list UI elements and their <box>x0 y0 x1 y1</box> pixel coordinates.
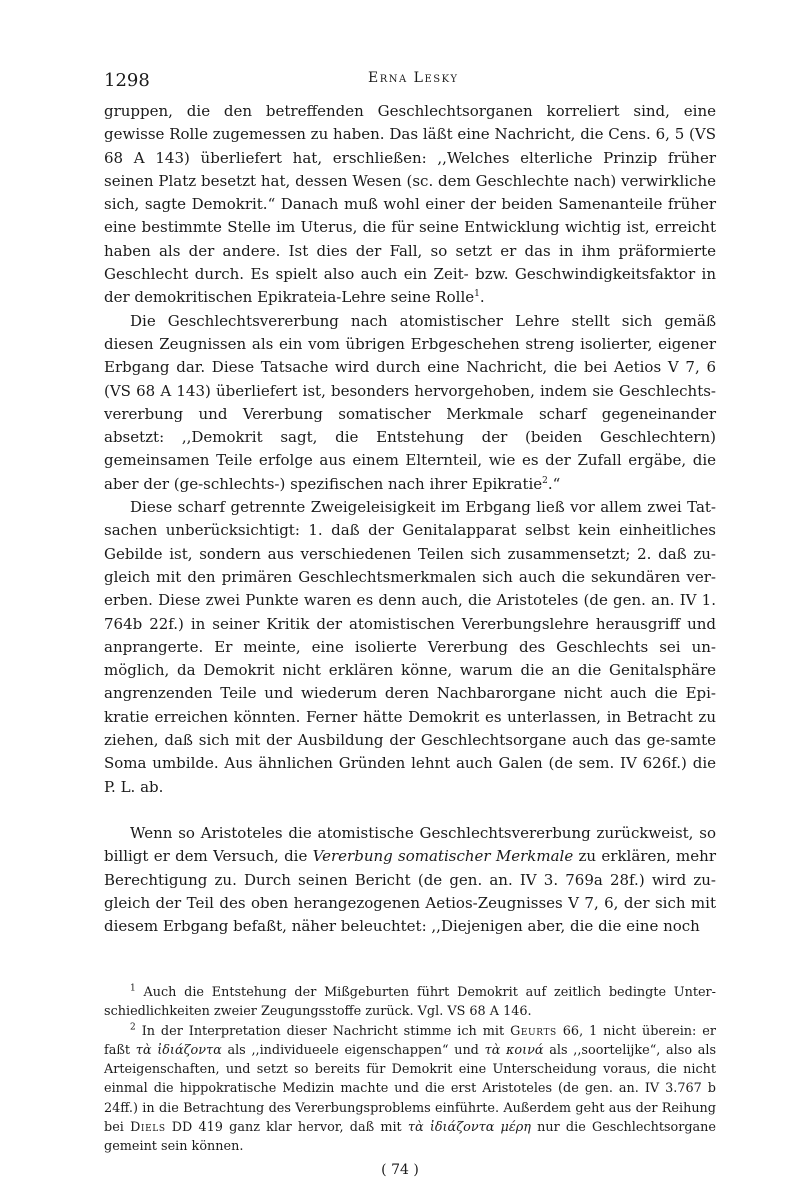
footnote-ref-1[interactable]: 1 <box>474 289 480 300</box>
footnote-ref-2[interactable]: 2 <box>542 475 548 486</box>
page-header <box>104 70 716 94</box>
cited-author: Diels <box>130 1120 166 1136</box>
paragraph-2: Die Geschlechtsvererbung nach atomistischer Lehre stellt sich gemäß diesen Zeugnissen als ein vom übrigen Erbgeschehen streng isolierter, eigener Erbgang dar. Diese Tatsache wird durch eine Nachricht, die bei Aetios V 7, 6 (VS 68 A 143) überliefert ist, besonders hervorgehoben, indem sie Geschlechts-vererbung und Vererbung somatischer Merkmale scharf gegeneinander absetzt: ,,Demokrit sagt, die Entstehung der (beiden Geschlechtern) gemeinsamen Teile erfolge aus einem Elternteil, wie es der Zufall ergäbe, die aber der (ge-schlechts-) spezifischen nach ihrer Epikratie$^2$.“ <box>104 311 716 493</box>
folio-number: ( 74 ) <box>381 1162 419 1178</box>
page-number: 1298 <box>104 70 150 91</box>
emphasis-text: Vererbung somatischer Merkmale <box>312 847 574 866</box>
cited-author: Geurts <box>510 1023 557 1039</box>
footnotes <box>104 983 716 1157</box>
greek-term: τὰ ἰδιάζοντα <box>135 1042 222 1058</box>
footnote-1: $^1$ Auch die Entstehung der Mißgeburten führt Demokrit auf zeitlich bedingte Unter-schiedlichkeiten zweier Zeugungsstoffe zurück. Vgl. VS 68 A 146. <box>104 983 716 1020</box>
greek-term: τὰ κοινά <box>484 1042 544 1058</box>
greek-term: τὰ ἰδιάζοντα μέρη <box>407 1120 531 1136</box>
paragraph-1: gruppen, die den betreffenden Geschlechtsorganen korreliert sind, eine gewisse Rolle zugemessen zu haben. Das läßt eine Nachricht, die Cens. 6, 5 (VS 68 A 143) überliefert hat, erschließen: ,,Welches elterliche Prinzip früher seinen Platz besetzt hat, dessen Wesen (sc. dem Geschlechte nach) verwirkliche sich, sagte Demokrit.“ Danach muß wohl einer der beiden Samenanteile früher eine bestimmte Stelle im Uterus, die für seine Entwicklung wichtig ist, erreicht haben als der andere. Ist dies der Fall, so setzt er das in ihm präformierte Geschlecht durch. Es spielt also auch ein Zeit- bzw. Geschwindigkeitsfaktor in der demokritischen Epikrateia-Lehre seine Rolle$^1$. <box>104 102 716 307</box>
paragraph-3: Diese scharf getrennte Zweigeleisigkeit im Erbgang ließ vor allem zwei Tat-sachen unberücksichtigt: 1. daß der Genitalapparat selbst kein einheitliches Gebilde ist, sondern aus verschiedenen Teilen sich zusammensetzt; 2. daß zu-gleich mit den primären Geschlechtsmerkmalen sich auch die sekundären ver-erben. Diese zwei Punkte waren es denn auch, die Aristoteles (de gen. an. IV 1. 764b 22f.) in seiner Kritik der atomistischen Vererbungslehre herausgriff und anprangerte. Er meinte, eine isolierte Vererbung des Geschlechts sei un-möglich, da Demokrit nicht erklären könne, warum die an die Genitalsphäre angrenzenden Teile und wiederum deren Nachbarorgane nicht auch die Epi-kratie erreichen könnten. Ferner hätte Demokrit es unterlassen, in Betracht zu ziehen, daß sich mit der Ausbildung der Geschlechtsorgane auch das ge-samte Soma umbilde. Aus ähnlichen Gründen lehnt auch Galen (de sem. IV 626f.) die P. L. ab. <box>104 498 716 796</box>
main-text <box>104 100 716 938</box>
footnote-2: $^2$ In der Interpretation dieser Nachricht stimme ich mit Geurts 66, 1 nicht überein: er faßt τὰ ἰδιάζοντα als ,,individueele eigenschappen“ und τὰ κοινά als ,,soortelijke“, also als Arteigenschaften, und setzt so bereits für Demokrit eine Unterscheidung voraus, die nicht einmal die hippokratische Medizin machte und die erst Aristoteles (de gen. an. IV 3.767 b 24ff.) in die Betrachtung des Vererbungsproblems einführte. Außerdem geht aus der Reihung bei Diels DD 419 ganz klar hervor, daß mit τὰ ἰδιάζοντα μέρη nur die Geschlechtsorgane gemeint sein können. <box>104 1022 717 1155</box>
running-head-author: Erna Lesky <box>368 70 459 86</box>
paragraph-4: Wenn so Aristoteles die atomistische Geschlechtsvererbung zurückweist, so billigt er dem Versuch, die Vererbung somatischer Merkmale zu erklären, mehr Berechtigung zu. Durch seinen Bericht (de gen. an. IV 3. 769a 28f.) wird zu-gleich der Teil des oben herangezogenen Aetios-Zeugnisses V 7, 6, der sich mit diesem Erbgang befaßt, näher beleuchtet: ,,Diejenigen aber, die die eine noch <box>104 823 716 936</box>
